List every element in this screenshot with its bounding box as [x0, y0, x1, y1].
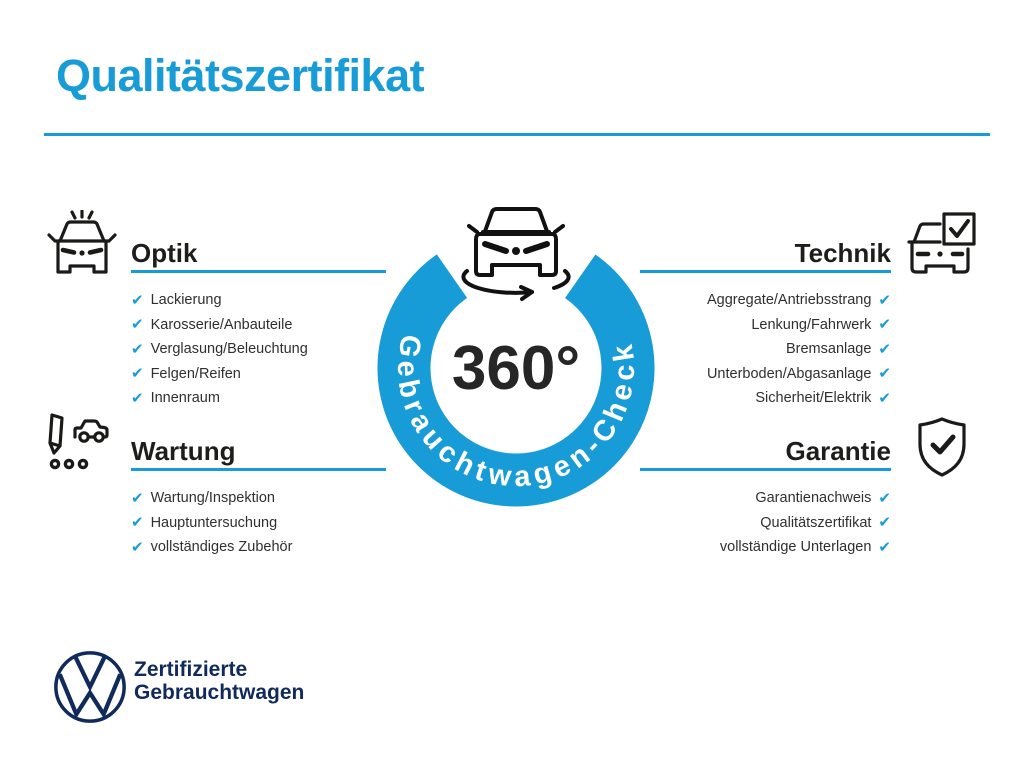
check-icon: ✔: [878, 488, 891, 507]
section-optik: [131, 238, 386, 411]
checklist-item-label: Innenraum: [150, 390, 220, 407]
checklist-item: [640, 386, 891, 411]
check-icon: ✔: [131, 488, 144, 507]
check-icon: ✔: [131, 315, 144, 334]
checklist-item: [131, 486, 386, 511]
checklist-item-label: Garantienachweis: [755, 490, 872, 507]
360-check-badge: [366, 195, 666, 517]
checklist-item-label: vollständiges Zubehör: [150, 539, 293, 556]
section-garantie: [640, 436, 891, 560]
check-icon: ✔: [878, 537, 891, 556]
section-garantie-title: Garantie: [785, 436, 891, 466]
checklist-item-label: Qualitätszertifikat: [760, 514, 872, 531]
degree-label: 360°: [451, 334, 581, 403]
check-icon: ✔: [878, 364, 891, 383]
brand-wordmark: [134, 658, 304, 704]
checklist-item-label: Unterboden/Abgasanlage: [706, 365, 872, 382]
check-icon: ✔: [131, 537, 144, 556]
brand-line-1: Zertifizierte: [134, 658, 248, 681]
section-divider: [640, 270, 891, 273]
section-wartung: [131, 436, 386, 560]
check-icon: ✔: [131, 388, 144, 407]
check-icon: ✔: [131, 364, 144, 383]
shield-check-icon: [906, 414, 978, 486]
check-icon: ✔: [878, 388, 891, 407]
checklist-item-label: Bremsanlage: [785, 341, 872, 358]
section-wartung-title: Wartung: [131, 436, 236, 466]
checklist-item: [131, 362, 386, 387]
checklist-item: [640, 486, 891, 511]
checklist-item-label: vollständige Unterlagen: [719, 539, 872, 556]
section-divider: [640, 468, 891, 471]
ring-label: Gebrauchtwagen-Check: [390, 332, 642, 494]
page-title: Qualitätszertifikat: [56, 50, 425, 101]
checklist-item: [131, 337, 386, 362]
section-technik-title: Technik: [794, 238, 891, 268]
car-checkbox-icon: [906, 212, 978, 284]
checklist-item: [131, 313, 386, 338]
check-icon: ✔: [131, 339, 144, 358]
check-icon: ✔: [878, 339, 891, 358]
vw-logo: [51, 648, 129, 726]
checklist-item-label: Karosserie/Anbauteile: [150, 316, 293, 333]
checklist-item: [131, 511, 386, 536]
checklist-item: [640, 288, 891, 313]
check-icon: ✔: [131, 290, 144, 309]
checklist-item: [131, 386, 386, 411]
checklist-item-label: Verglasung/Beleuchtung: [150, 341, 308, 358]
checklist-item: [640, 511, 891, 536]
brand-line-2: Gebrauchtwagen: [134, 681, 305, 704]
pencil-car-checklist-icon: [42, 410, 114, 482]
section-technik: [640, 238, 891, 411]
checklist-item: [640, 362, 891, 387]
car-rotation-icon: [463, 209, 568, 299]
checklist-item: [131, 288, 386, 313]
title-divider: [44, 133, 990, 136]
section-optik-title: Optik: [131, 238, 198, 268]
check-icon: ✔: [878, 290, 891, 309]
checklist-item-label: Aggregate/Antriebsstrang: [706, 292, 872, 309]
checklist-item: [640, 535, 891, 560]
car-front-shine-icon: [46, 210, 118, 282]
checklist-item-label: Hauptuntersuchung: [150, 514, 278, 531]
checklist-item: [640, 337, 891, 362]
checklist-item-label: Lenkung/Fahrwerk: [751, 316, 872, 333]
checklist-item: [131, 535, 386, 560]
checklist-item-label: Sicherheit/Elektrik: [755, 390, 872, 407]
section-divider: [131, 468, 386, 471]
checklist-item-label: Lackierung: [150, 292, 222, 309]
check-icon: ✔: [878, 513, 891, 532]
section-divider: [131, 270, 386, 273]
checklist-item: [640, 313, 891, 338]
checklist-item-label: Felgen/Reifen: [150, 365, 241, 382]
checklist-item-label: Wartung/Inspektion: [150, 490, 275, 507]
check-icon: ✔: [131, 513, 144, 532]
check-icon: ✔: [878, 315, 891, 334]
